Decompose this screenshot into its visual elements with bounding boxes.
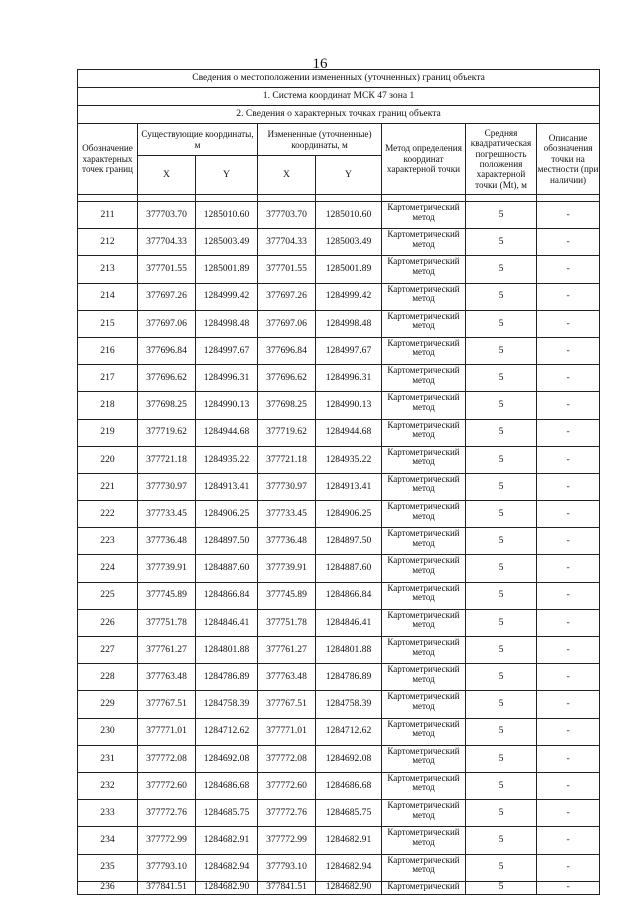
error-cell: 5	[466, 800, 537, 827]
table-row	[78, 800, 600, 827]
point-id-cell: 219	[78, 419, 138, 446]
point-id-cell: 223	[78, 528, 138, 555]
description-cell: -	[537, 881, 600, 894]
table-body	[78, 202, 600, 895]
changed-y-cell: 1284913.41	[316, 473, 382, 500]
description-cell: -	[537, 609, 600, 636]
changed-y-cell: 1284997.67	[316, 337, 382, 364]
table-row	[78, 256, 600, 283]
table-row	[78, 283, 600, 310]
description-cell: -	[537, 664, 600, 691]
error-cell: 5	[466, 555, 537, 582]
existing-y-cell: 1284786.89	[196, 664, 258, 691]
method-cell: Картометрический метод	[382, 473, 466, 500]
changed-y-cell: 1285003.49	[316, 229, 382, 256]
changed-y-cell: 1285001.89	[316, 256, 382, 283]
method-cell: Картометрический метод	[382, 609, 466, 636]
error-cell: 5	[466, 772, 537, 799]
error-cell: 5	[466, 745, 537, 772]
method-cell: Картометрический метод	[382, 637, 466, 664]
error-cell: 5	[466, 229, 537, 256]
existing-x-cell: 377772.76	[138, 800, 196, 827]
existing-y-cell: 1284801.88	[196, 637, 258, 664]
error-cell: 5	[466, 718, 537, 745]
existing-y-cell: 1284682.90	[196, 881, 258, 894]
method-cell: Картометрический метод	[382, 392, 466, 419]
description-cell: -	[537, 446, 600, 473]
method-cell: Картометрический метод	[382, 256, 466, 283]
point-id-cell: 234	[78, 827, 138, 854]
existing-y-cell: 1284990.13	[196, 392, 258, 419]
changed-y-cell: 1284682.90	[316, 881, 382, 894]
changed-x-cell: 377719.62	[258, 419, 316, 446]
coordinate-system-title: 1. Система координат МСК 47 зона 1	[78, 88, 600, 106]
table-row	[78, 310, 600, 337]
description-cell: -	[537, 337, 600, 364]
existing-x-cell: 377698.25	[138, 392, 196, 419]
error-cell: 5	[466, 202, 537, 229]
method-cell: Картометрический метод	[382, 582, 466, 609]
error-cell: 5	[466, 473, 537, 500]
changed-y-cell: 1284686.68	[316, 772, 382, 799]
point-id-cell: 213	[78, 256, 138, 283]
existing-x-cell: 377697.26	[138, 283, 196, 310]
changed-y-cell: 1284906.25	[316, 501, 382, 528]
changed-y-cell: 1284935.22	[316, 446, 382, 473]
changed-y-cell: 1284944.68	[316, 419, 382, 446]
changed-x-cell: 377772.60	[258, 772, 316, 799]
header-error: Средняя квадратическая погрешность положения характерной точки (Mt), м	[466, 124, 537, 195]
table-row	[78, 854, 600, 881]
method-cell: Картометрический метод	[382, 854, 466, 881]
description-cell: -	[537, 528, 600, 555]
existing-x-cell: 377745.89	[138, 582, 196, 609]
changed-y-cell: 1284712.62	[316, 718, 382, 745]
existing-y-cell: 1284866.84	[196, 582, 258, 609]
table-row	[78, 718, 600, 745]
changed-y-cell: 1284682.94	[316, 854, 382, 881]
table-row	[78, 501, 600, 528]
existing-x-cell: 377719.62	[138, 419, 196, 446]
error-cell: 5	[466, 419, 537, 446]
existing-y-cell: 1284913.41	[196, 473, 258, 500]
existing-y-cell: 1284996.31	[196, 365, 258, 392]
existing-x-cell: 377733.45	[138, 501, 196, 528]
changed-x-cell: 377761.27	[258, 637, 316, 664]
changed-x-cell: 377698.25	[258, 392, 316, 419]
header-changed-coordinates: Измененные (уточненные) координаты, м	[258, 124, 382, 156]
changed-y-cell: 1284998.48	[316, 310, 382, 337]
existing-x-cell: 377696.84	[138, 337, 196, 364]
changed-x-cell: 377767.51	[258, 691, 316, 718]
existing-y-cell: 1284692.08	[196, 745, 258, 772]
coordinates-table	[77, 69, 600, 895]
table-row	[78, 365, 600, 392]
changed-y-cell: 1284996.31	[316, 365, 382, 392]
table-title: Сведения о местоположении измененных (уточненных) границ объекта	[78, 70, 600, 88]
method-cell: Картометрический метод	[382, 501, 466, 528]
header-method: Метод определения координат характерной точки	[382, 124, 466, 195]
existing-y-cell: 1284999.42	[196, 283, 258, 310]
changed-x-cell: 377841.51	[258, 881, 316, 894]
point-id-cell: 220	[78, 446, 138, 473]
existing-y-cell: 1284846.41	[196, 609, 258, 636]
method-cell: Картометрический метод	[382, 202, 466, 229]
existing-x-cell: 377736.48	[138, 528, 196, 555]
error-cell: 5	[466, 283, 537, 310]
method-cell: Картометрический метод	[382, 827, 466, 854]
changed-y-cell: 1284682.91	[316, 827, 382, 854]
method-cell: Картометрический метод	[382, 337, 466, 364]
existing-x-cell: 377721.18	[138, 446, 196, 473]
table-row	[78, 473, 600, 500]
existing-y-cell: 1284758.39	[196, 691, 258, 718]
changed-x-cell: 377772.76	[258, 800, 316, 827]
existing-x-cell: 377751.78	[138, 609, 196, 636]
existing-y-cell: 1284998.48	[196, 310, 258, 337]
changed-y-cell: 1284999.42	[316, 283, 382, 310]
method-cell: Картометрический метод	[382, 718, 466, 745]
changed-x-cell: 377751.78	[258, 609, 316, 636]
point-id-cell: 229	[78, 691, 138, 718]
table-row	[78, 691, 600, 718]
description-cell: -	[537, 718, 600, 745]
table-row	[78, 582, 600, 609]
existing-x-cell: 377772.08	[138, 745, 196, 772]
description-cell: -	[537, 854, 600, 881]
changed-x-cell: 377704.33	[258, 229, 316, 256]
table-row	[78, 337, 600, 364]
point-id-cell: 212	[78, 229, 138, 256]
changed-x-cell: 377721.18	[258, 446, 316, 473]
existing-x-cell: 377772.99	[138, 827, 196, 854]
error-cell: 5	[466, 664, 537, 691]
existing-x-cell: 377701.55	[138, 256, 196, 283]
error-cell: 5	[466, 827, 537, 854]
changed-y-cell: 1284887.60	[316, 555, 382, 582]
error-cell: 5	[466, 854, 537, 881]
existing-x-cell: 377703.70	[138, 202, 196, 229]
error-cell: 5	[466, 501, 537, 528]
existing-y-cell: 1284906.25	[196, 501, 258, 528]
points-section-title: 2. Сведения о характерных точках границ объекта	[78, 106, 600, 124]
description-cell: -	[537, 501, 600, 528]
existing-x-cell: 377771.01	[138, 718, 196, 745]
method-cell: Картометрический метод	[382, 419, 466, 446]
method-cell: Картометрический метод	[382, 745, 466, 772]
point-id-cell: 235	[78, 854, 138, 881]
changed-y-cell: 1284846.41	[316, 609, 382, 636]
changed-x-cell: 377793.10	[258, 854, 316, 881]
point-id-cell: 216	[78, 337, 138, 364]
changed-y-cell: 1284990.13	[316, 392, 382, 419]
table-row	[78, 637, 600, 664]
existing-x-cell: 377761.27	[138, 637, 196, 664]
description-cell: -	[537, 310, 600, 337]
changed-x-cell: 377763.48	[258, 664, 316, 691]
existing-x-cell: 377772.60	[138, 772, 196, 799]
error-cell: 5	[466, 881, 537, 894]
changed-y-cell: 1284786.89	[316, 664, 382, 691]
method-cell: Картометрический метод	[382, 365, 466, 392]
changed-x-cell: 377771.01	[258, 718, 316, 745]
method-cell: Картометрический метод	[382, 310, 466, 337]
description-cell: -	[537, 365, 600, 392]
existing-y-cell: 1284682.91	[196, 827, 258, 854]
existing-y-cell: 1284685.75	[196, 800, 258, 827]
method-cell: Картометрический метод	[382, 664, 466, 691]
point-id-cell: 228	[78, 664, 138, 691]
existing-y-cell: 1284712.62	[196, 718, 258, 745]
changed-y-cell: 1284897.50	[316, 528, 382, 555]
changed-x-cell: 377697.26	[258, 283, 316, 310]
changed-x-cell: 377745.89	[258, 582, 316, 609]
changed-x-cell: 377697.06	[258, 310, 316, 337]
changed-x-cell: 377701.55	[258, 256, 316, 283]
existing-x-cell: 377730.97	[138, 473, 196, 500]
existing-x-cell: 377841.51	[138, 881, 196, 894]
existing-y-cell: 1284682.94	[196, 854, 258, 881]
point-id-cell: 217	[78, 365, 138, 392]
description-cell: -	[537, 691, 600, 718]
header-existing-y: Y	[196, 156, 258, 195]
existing-y-cell: 1284887.60	[196, 555, 258, 582]
error-cell: 5	[466, 256, 537, 283]
changed-y-cell: 1285010.60	[316, 202, 382, 229]
description-cell: -	[537, 745, 600, 772]
description-cell: -	[537, 202, 600, 229]
changed-x-cell: 377772.99	[258, 827, 316, 854]
method-cell: Картометрический	[382, 881, 466, 894]
changed-x-cell: 377703.70	[258, 202, 316, 229]
changed-y-cell: 1284758.39	[316, 691, 382, 718]
table-row	[78, 229, 600, 256]
table-row	[78, 446, 600, 473]
existing-x-cell: 377763.48	[138, 664, 196, 691]
description-cell: -	[537, 637, 600, 664]
page-number: 16	[312, 56, 328, 72]
table-row	[78, 392, 600, 419]
existing-x-cell: 377704.33	[138, 229, 196, 256]
existing-x-cell: 377793.10	[138, 854, 196, 881]
point-id-cell: 226	[78, 609, 138, 636]
point-id-cell: 214	[78, 283, 138, 310]
changed-x-cell: 377730.97	[258, 473, 316, 500]
description-cell: -	[537, 800, 600, 827]
table-row	[78, 745, 600, 772]
existing-y-cell: 1284997.67	[196, 337, 258, 364]
method-cell: Картометрический метод	[382, 555, 466, 582]
description-cell: -	[537, 555, 600, 582]
point-id-cell: 225	[78, 582, 138, 609]
error-cell: 5	[466, 691, 537, 718]
table-row	[78, 664, 600, 691]
changed-x-cell: 377772.08	[258, 745, 316, 772]
error-cell: 5	[466, 310, 537, 337]
table-row	[78, 419, 600, 446]
point-id-cell: 231	[78, 745, 138, 772]
table-row	[78, 881, 600, 894]
point-id-cell: 227	[78, 637, 138, 664]
description-cell: -	[537, 256, 600, 283]
existing-y-cell: 1284686.68	[196, 772, 258, 799]
point-id-cell: 218	[78, 392, 138, 419]
existing-y-cell: 1284935.22	[196, 446, 258, 473]
header-existing-x: X	[138, 156, 196, 195]
description-cell: -	[537, 419, 600, 446]
existing-y-cell: 1284897.50	[196, 528, 258, 555]
header-changed-y: Y	[316, 156, 382, 195]
description-cell: -	[537, 772, 600, 799]
changed-y-cell: 1284685.75	[316, 800, 382, 827]
header-changed-x: X	[258, 156, 316, 195]
error-cell: 5	[466, 446, 537, 473]
changed-y-cell: 1284801.88	[316, 637, 382, 664]
description-cell: -	[537, 229, 600, 256]
existing-y-cell: 1285010.60	[196, 202, 258, 229]
error-cell: 5	[466, 582, 537, 609]
changed-x-cell: 377739.91	[258, 555, 316, 582]
header-existing-coordinates: Существующие координаты, м	[138, 124, 258, 156]
changed-y-cell: 1284692.08	[316, 745, 382, 772]
error-cell: 5	[466, 365, 537, 392]
description-cell: -	[537, 827, 600, 854]
changed-x-cell: 377733.45	[258, 501, 316, 528]
existing-x-cell: 377697.06	[138, 310, 196, 337]
point-id-cell: 221	[78, 473, 138, 500]
table-row	[78, 555, 600, 582]
table-row	[78, 609, 600, 636]
point-id-cell: 222	[78, 501, 138, 528]
point-id-cell: 230	[78, 718, 138, 745]
method-cell: Картометрический метод	[382, 691, 466, 718]
point-id-cell: 224	[78, 555, 138, 582]
existing-x-cell: 377739.91	[138, 555, 196, 582]
header-description: Описание обозначения точки на местности (при наличии)	[537, 124, 600, 195]
existing-y-cell: 1285003.49	[196, 229, 258, 256]
error-cell: 5	[466, 609, 537, 636]
method-cell: Картометрический метод	[382, 446, 466, 473]
method-cell: Картометрический метод	[382, 283, 466, 310]
point-id-cell: 236	[78, 881, 138, 894]
error-cell: 5	[466, 528, 537, 555]
existing-x-cell: 377767.51	[138, 691, 196, 718]
table-row	[78, 827, 600, 854]
description-cell: -	[537, 582, 600, 609]
method-cell: Картометрический метод	[382, 229, 466, 256]
table-row	[78, 202, 600, 229]
error-cell: 5	[466, 337, 537, 364]
header-designation: Обозначение характерных точек границ	[78, 124, 138, 195]
existing-x-cell: 377696.62	[138, 365, 196, 392]
existing-y-cell: 1284944.68	[196, 419, 258, 446]
point-id-cell: 211	[78, 202, 138, 229]
method-cell: Картометрический метод	[382, 528, 466, 555]
table-row	[78, 528, 600, 555]
changed-y-cell: 1284866.84	[316, 582, 382, 609]
description-cell: -	[537, 392, 600, 419]
point-id-cell: 233	[78, 800, 138, 827]
changed-x-cell: 377696.62	[258, 365, 316, 392]
changed-x-cell: 377736.48	[258, 528, 316, 555]
changed-x-cell: 377696.84	[258, 337, 316, 364]
existing-y-cell: 1285001.89	[196, 256, 258, 283]
error-cell: 5	[466, 637, 537, 664]
point-id-cell: 215	[78, 310, 138, 337]
method-cell: Картометрический метод	[382, 772, 466, 799]
error-cell: 5	[466, 392, 537, 419]
method-cell: Картометрический метод	[382, 800, 466, 827]
description-cell: -	[537, 473, 600, 500]
table-row	[78, 772, 600, 799]
point-id-cell: 232	[78, 772, 138, 799]
description-cell: -	[537, 283, 600, 310]
